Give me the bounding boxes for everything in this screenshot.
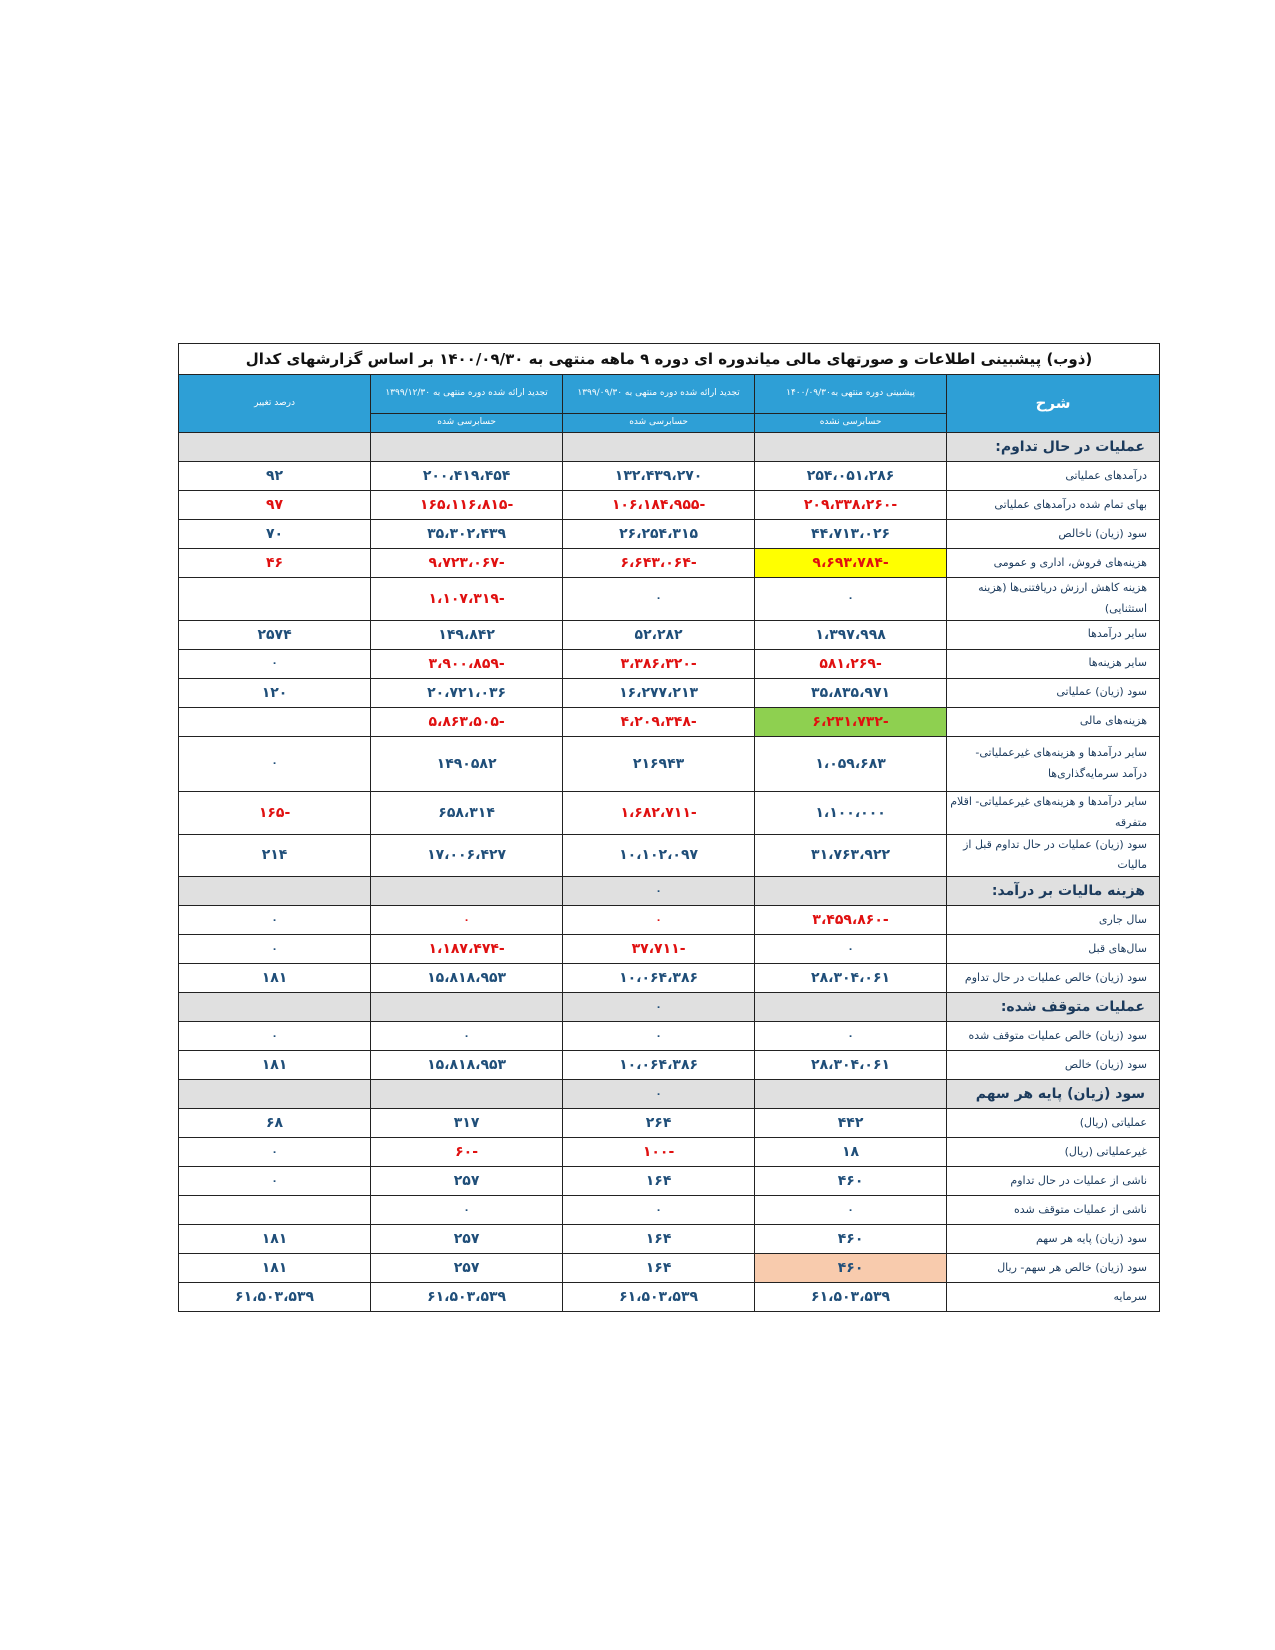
row-label: سود (زیان) عملیات در حال تداوم قبل از مالیات xyxy=(947,834,1160,877)
cell-v1: ۶۱،۵۰۳،۵۳۹ xyxy=(755,1283,947,1312)
cell-v1: ۲۸،۳۰۴،۰۶۱ xyxy=(755,964,947,993)
cell-v1 xyxy=(755,993,947,1022)
cell-v2: ۱۳۲،۴۳۹،۲۷۰ xyxy=(563,462,755,491)
row-label: سود (زیان) خالص عملیات متوقف شده xyxy=(947,1022,1160,1051)
cell-v4 xyxy=(179,578,371,621)
cell-v1: ۱۸ xyxy=(755,1138,947,1167)
cell-v1: ۴۴،۷۱۳،۰۲۶ xyxy=(755,520,947,549)
header-description: شرح xyxy=(947,375,1160,433)
cell-v3: ۰ xyxy=(371,1022,563,1051)
cell-v3: ۱۴۹۰۵۸۲ xyxy=(371,736,563,791)
row-label: هزینه‌های فروش، اداری و عمومی xyxy=(947,549,1160,578)
section-row xyxy=(179,993,1160,1022)
cell-v3: ۱۵،۸۱۸،۹۵۳ xyxy=(371,964,563,993)
row-label: هزینه‌های مالی xyxy=(947,707,1160,736)
row-label: سود (زیان) ناخالص xyxy=(947,520,1160,549)
cell-v2: ۲۱۶۹۴۳ xyxy=(563,736,755,791)
table-row xyxy=(179,520,1160,549)
cell-v1: ۰ xyxy=(755,578,947,621)
section-label: هزینه مالیات بر درآمد: xyxy=(947,877,1160,906)
table-row xyxy=(179,834,1160,877)
table-row xyxy=(179,491,1160,520)
header-forecast-1400-0930: پیشبینی دوره منتهی به۱۴۰۰/۰۹/۳۰ xyxy=(755,375,947,414)
table-row xyxy=(179,1051,1160,1080)
section-row xyxy=(179,877,1160,906)
section-row xyxy=(179,433,1160,462)
row-label: عملیاتی (ریال) xyxy=(947,1109,1160,1138)
cell-v3: ۰ xyxy=(371,906,563,935)
cell-v1: ۲۸،۳۰۴،۰۶۱ xyxy=(755,1051,947,1080)
row-label: درآمدهای عملیاتی xyxy=(947,462,1160,491)
cell-v1 xyxy=(755,433,947,462)
cell-v2: -۱۰۰ xyxy=(563,1138,755,1167)
cell-v4 xyxy=(179,877,371,906)
cell-v4 xyxy=(179,993,371,1022)
header-percent-change: درصد تغییر xyxy=(179,375,371,433)
cell-v3: -۱،۱۸۷،۴۷۴ xyxy=(371,935,563,964)
financial-forecast-sheet xyxy=(178,343,1160,1312)
cell-v3: ۲۵۷ xyxy=(371,1167,563,1196)
table-row xyxy=(179,462,1160,491)
cell-v3: -۹،۷۲۳،۰۶۷ xyxy=(371,549,563,578)
row-label: سود (زیان) عملیاتی xyxy=(947,678,1160,707)
cell-v2: ۶۱،۵۰۳،۵۳۹ xyxy=(563,1283,755,1312)
row-label: سود (زیان) خالص هر سهم- ریال xyxy=(947,1254,1160,1283)
table-row xyxy=(179,935,1160,964)
cell-v4: ۱۸۱ xyxy=(179,964,371,993)
cell-v1: ۱،۰۵۹،۶۸۳ xyxy=(755,736,947,791)
cell-v3: -۳،۹۰۰،۸۵۹ xyxy=(371,649,563,678)
cell-v2: -۴،۲۰۹،۳۴۸ xyxy=(563,707,755,736)
cell-v4: ۱۸۱ xyxy=(179,1254,371,1283)
table-body xyxy=(179,433,1160,1312)
cell-v1: ۰ xyxy=(755,935,947,964)
cell-v2: -۳،۳۸۶،۳۲۰ xyxy=(563,649,755,678)
cell-v1: ۴۴۲ xyxy=(755,1109,947,1138)
cell-v2: ۰ xyxy=(563,1196,755,1225)
cell-v2: ۱۰،۰۶۴،۳۸۶ xyxy=(563,1051,755,1080)
row-label: ناشی از عملیات در حال تداوم xyxy=(947,1167,1160,1196)
cell-v4: ۶۱،۵۰۳،۵۳۹ xyxy=(179,1283,371,1312)
cell-v2: ۰ xyxy=(563,1080,755,1109)
header-unaudited: حسابرسی نشده xyxy=(755,414,947,433)
cell-v4: ۶۸ xyxy=(179,1109,371,1138)
cell-v2: ۰ xyxy=(563,993,755,1022)
cell-v3: ۳۱۷ xyxy=(371,1109,563,1138)
cell-v2: ۱۶۴ xyxy=(563,1167,755,1196)
cell-v1: ۱،۳۹۷،۹۹۸ xyxy=(755,620,947,649)
table-row xyxy=(179,1225,1160,1254)
cell-v1: -۶،۲۳۱،۷۳۲ xyxy=(755,707,947,736)
table-row xyxy=(179,1167,1160,1196)
section-label: عملیات در حال تداوم: xyxy=(947,433,1160,462)
cell-v4: ۰ xyxy=(179,906,371,935)
cell-v1: ۳۱،۷۶۳،۹۲۲ xyxy=(755,834,947,877)
cell-v3: ۲۰،۷۲۱،۰۳۶ xyxy=(371,678,563,707)
section-row xyxy=(179,1080,1160,1109)
cell-v2: ۱۶۴ xyxy=(563,1225,755,1254)
cell-v4: ۰ xyxy=(179,1022,371,1051)
cell-v4: ۹۲ xyxy=(179,462,371,491)
cell-v3 xyxy=(371,1080,563,1109)
cell-v2: ۰ xyxy=(563,877,755,906)
row-label: سال‌های قبل xyxy=(947,935,1160,964)
cell-v4: ۰ xyxy=(179,1167,371,1196)
header-audited-2: حسابرسی شده xyxy=(371,414,563,433)
row-label: سایر درآمدها و هزینه‌های غیرعملیاتی- درآمد سرمایه‌گذاری‌ها xyxy=(947,736,1160,791)
table-row xyxy=(179,1109,1160,1138)
table-row xyxy=(179,791,1160,834)
table-row xyxy=(179,1138,1160,1167)
cell-v2: ۰ xyxy=(563,1022,755,1051)
section-label: عملیات متوقف شده: xyxy=(947,993,1160,1022)
cell-v3: ۱۷،۰۰۶،۴۲۷ xyxy=(371,834,563,877)
cell-v4 xyxy=(179,707,371,736)
cell-v1 xyxy=(755,1080,947,1109)
financial-table xyxy=(178,343,1160,1312)
header-restated-1399-0930: تجدید ارائه شده دوره منتهی به ۱۳۹۹/۰۹/۳۰ xyxy=(563,375,755,414)
cell-v1: ۳۵،۸۳۵،۹۷۱ xyxy=(755,678,947,707)
table-row xyxy=(179,649,1160,678)
cell-v1: ۴۶۰ xyxy=(755,1254,947,1283)
cell-v4: ۹۷ xyxy=(179,491,371,520)
cell-v3 xyxy=(371,433,563,462)
cell-v1: ۴۶۰ xyxy=(755,1167,947,1196)
cell-v4: ۰ xyxy=(179,1138,371,1167)
row-label: سود (زیان) خالص xyxy=(947,1051,1160,1080)
cell-v1: -۳،۴۵۹،۸۶۰ xyxy=(755,906,947,935)
section-label: سود (زیان) پایه هر سهم xyxy=(947,1080,1160,1109)
table-row xyxy=(179,678,1160,707)
header-restated-1399-1230: تجدید ارائه شده دوره منتهی به ۱۳۹۹/۱۲/۳۰ xyxy=(371,375,563,414)
cell-v4: ۲۱۴ xyxy=(179,834,371,877)
cell-v4: ۰ xyxy=(179,935,371,964)
table-row xyxy=(179,578,1160,621)
cell-v1: -۲۰۹،۳۳۸،۲۶۰ xyxy=(755,491,947,520)
cell-v3: -۱،۱۰۷،۳۱۹ xyxy=(371,578,563,621)
cell-v4: ۱۸۱ xyxy=(179,1051,371,1080)
cell-v2: ۱۶۴ xyxy=(563,1254,755,1283)
cell-v4 xyxy=(179,1196,371,1225)
table-title: (ذوب) پیشبینی اطلاعات و صورتهای مالی میاندوره ای دوره ۹ ماهه منتهی به ۱۴۰۰/۰۹/۳۰ بر اساس گزارشهای کدال xyxy=(179,344,1160,375)
cell-v4: ۰ xyxy=(179,649,371,678)
cell-v2: ۰ xyxy=(563,906,755,935)
cell-v3: ۰ xyxy=(371,1196,563,1225)
cell-v3 xyxy=(371,993,563,1022)
row-label: سرمایه xyxy=(947,1283,1160,1312)
cell-v1: ۰ xyxy=(755,1022,947,1051)
cell-v4: ۴۶ xyxy=(179,549,371,578)
cell-v2: ۱۶،۲۷۷،۲۱۳ xyxy=(563,678,755,707)
cell-v2: -۶،۶۴۳،۰۶۴ xyxy=(563,549,755,578)
cell-v1: ۴۶۰ xyxy=(755,1225,947,1254)
cell-v4 xyxy=(179,433,371,462)
cell-v1: ۲۵۴،۰۵۱،۲۸۶ xyxy=(755,462,947,491)
cell-v2: ۱۰،۰۶۴،۳۸۶ xyxy=(563,964,755,993)
row-label: سایر درآمدها و هزینه‌های غیرعملیاتی- اقلام متفرقه xyxy=(947,791,1160,834)
row-label: هزینه کاهش ارزش دریافتنی‌ها (هزینه استثنایی) xyxy=(947,578,1160,621)
cell-v4 xyxy=(179,1080,371,1109)
cell-v1: -۵۸۱،۲۶۹ xyxy=(755,649,947,678)
cell-v1: ۱،۱۰۰،۰۰۰ xyxy=(755,791,947,834)
cell-v2: -۳۷،۷۱۱ xyxy=(563,935,755,964)
cell-v4: ۰ xyxy=(179,736,371,791)
cell-v3 xyxy=(371,877,563,906)
table-row xyxy=(179,736,1160,791)
cell-v4: ۲۵۷۴ xyxy=(179,620,371,649)
cell-v4: ۱۸۱ xyxy=(179,1225,371,1254)
cell-v4: -۱۶۵ xyxy=(179,791,371,834)
cell-v2: ۵۲،۲۸۲ xyxy=(563,620,755,649)
cell-v2: -۱۰۶،۱۸۴،۹۵۵ xyxy=(563,491,755,520)
cell-v2: ۰ xyxy=(563,578,755,621)
cell-v1 xyxy=(755,877,947,906)
header-audited-1: حسابرسی شده xyxy=(563,414,755,433)
row-label: سایر هزینه‌ها xyxy=(947,649,1160,678)
cell-v4: ۱۲۰ xyxy=(179,678,371,707)
table-row xyxy=(179,1022,1160,1051)
cell-v3: ۶۱،۵۰۳،۵۳۹ xyxy=(371,1283,563,1312)
table-row xyxy=(179,620,1160,649)
cell-v3: ۲۰۰،۴۱۹،۴۵۴ xyxy=(371,462,563,491)
cell-v1: ۰ xyxy=(755,1196,947,1225)
table-row xyxy=(179,906,1160,935)
table-row xyxy=(179,707,1160,736)
table-row xyxy=(179,1196,1160,1225)
cell-v3: -۵،۸۶۳،۵۰۵ xyxy=(371,707,563,736)
cell-v2 xyxy=(563,433,755,462)
row-label: غیرعملیاتی (ریال) xyxy=(947,1138,1160,1167)
cell-v3: ۲۵۷ xyxy=(371,1254,563,1283)
cell-v4: ۷۰ xyxy=(179,520,371,549)
cell-v2: -۱،۶۸۲،۷۱۱ xyxy=(563,791,755,834)
row-label: سود (زیان) خالص عملیات در حال تداوم xyxy=(947,964,1160,993)
table-row xyxy=(179,1254,1160,1283)
cell-v2: ۱۰،۱۰۲،۰۹۷ xyxy=(563,834,755,877)
cell-v1: -۹،۶۹۳،۷۸۴ xyxy=(755,549,947,578)
cell-v3: ۱۴۹،۸۴۲ xyxy=(371,620,563,649)
cell-v2: ۲۶،۲۵۴،۳۱۵ xyxy=(563,520,755,549)
row-label: سایر درآمدها xyxy=(947,620,1160,649)
cell-v3: ۶۵۸،۳۱۴ xyxy=(371,791,563,834)
row-label: سود (زیان) پایه هر سهم xyxy=(947,1225,1160,1254)
row-label: بهای تمام شده درآمدهای عملیاتی xyxy=(947,491,1160,520)
cell-v3: ۱۵،۸۱۸،۹۵۳ xyxy=(371,1051,563,1080)
table-row xyxy=(179,549,1160,578)
table-row xyxy=(179,964,1160,993)
table-row xyxy=(179,1283,1160,1312)
row-label: سال جاری xyxy=(947,906,1160,935)
row-label: ناشی از عملیات متوقف شده xyxy=(947,1196,1160,1225)
cell-v3: ۳۵،۳۰۲،۴۳۹ xyxy=(371,520,563,549)
cell-v3: ۲۵۷ xyxy=(371,1225,563,1254)
cell-v3: -۶۰ xyxy=(371,1138,563,1167)
cell-v3: -۱۶۵،۱۱۶،۸۱۵ xyxy=(371,491,563,520)
cell-v2: ۲۶۴ xyxy=(563,1109,755,1138)
